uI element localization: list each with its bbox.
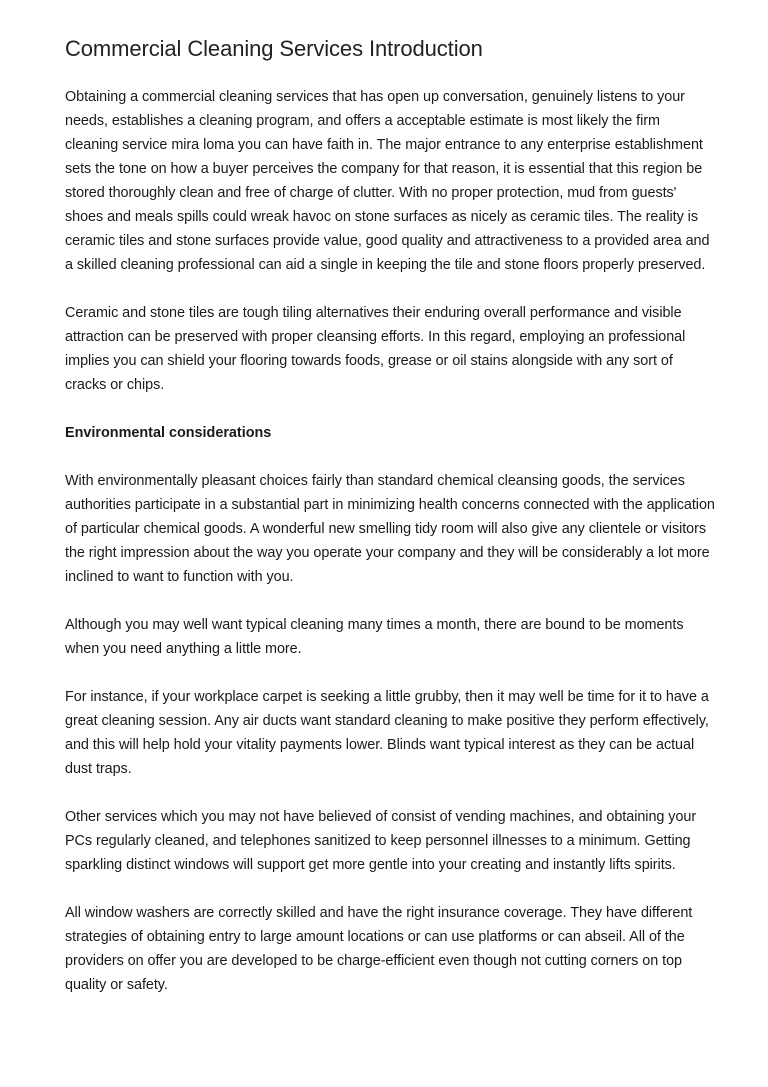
- document-title: Commercial Cleaning Services Introduction: [65, 36, 483, 61]
- paragraph-intro: Obtaining a commercial cleaning services that has open up conversation, genuinely listens to your needs, establishes a cleaning program, and offers a acceptable estimate is most likely the firm cleaning service mira loma you can have faith in. The major entrance to any enterprise establishment sets the tone on how a buyer perceives the company for that reason, it is essential that this region be stored thoroughly clean and free of charge of clutter. With no proper protection, mud from guests' shoes and meals spills could wreak havoc on stone surfaces as nicely as ceramic tiles. The reality is ceramic tiles and stone surfaces provide value, good quality and attractiveness to a provided area and a skilled cleaning professional can aid a single in keeping the tile and stone floors properly preserved.: [65, 89, 710, 273]
- section-heading-environmental: Environmental considerations: [65, 425, 272, 441]
- paragraph-tiles: Ceramic and stone tiles are tough tiling alternatives their enduring overall performance and visible attraction can be preserved with proper cleansing efforts. In this regard, employing an professional implies you can shield your flooring towards foods, grease or oil stains alongside with any sort of cracks or chips.: [65, 305, 686, 393]
- paragraph-other-services: Other services which you may not have believed of consist of vending machines, and obtaining your PCs regularly cleaned, and telephones sanitized to keep personnel illnesses to a minimum. Getting sparkling distinct windows will support get more gentle into your creating and instantly lifts spirits.: [65, 809, 697, 873]
- paragraph-window-washers: All window washers are correctly skilled and have the right insurance coverage. They have different strategies of obtaining entry to large amount locations or can use platforms or can abseil. All of the providers on offer you are developed to be charge-efficient even though not cutting corners on top quality or safety.: [65, 905, 693, 993]
- paragraph-environmental: With environmentally pleasant choices fairly than standard chemical cleansing goods, the services authorities participate in a substantial part in minimizing health concerns connected with the application of particular chemical goods. A wonderful new smelling tidy room will also give any clientele or visitors the right impression about the way you operate your company and they will be considerably a lot more inclined to want to function with you.: [65, 473, 715, 585]
- paragraph-carpet: For instance, if your workplace carpet is seeking a little grubby, then it may well be time for it to have a great cleaning session. Any air ducts want standard cleaning to make positive they perform effectively, and this will help hold your vitality payments lower. Blinds want typical interest as they can be actual dust traps.: [65, 689, 709, 777]
- paragraph-typical-cleaning: Although you may well want typical cleaning many times a month, there are bound to be moments when you need anything a little more.: [65, 617, 684, 657]
- document-page: [65, 35, 715, 1021]
